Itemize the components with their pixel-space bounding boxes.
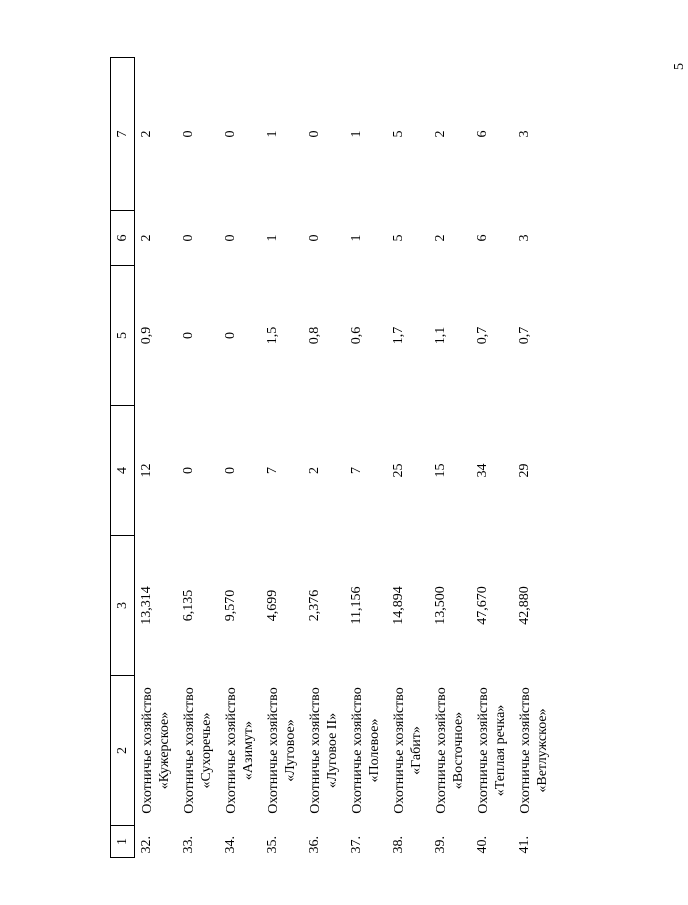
farm-name-line1: Охотничье хозяйство — [350, 687, 365, 814]
cell-col3: 13,500 — [433, 586, 448, 625]
column-header-1: 1 — [111, 826, 135, 858]
rotated-table-container — [110, 58, 550, 858]
table-row — [429, 58, 471, 858]
column-header-3: 3 — [111, 536, 135, 676]
table-row — [345, 58, 387, 858]
farm-name-line1: Охотничье хозяйство — [518, 687, 533, 814]
farm-name — [135, 676, 178, 826]
farm-name-line1: Охотничье хозяйство — [392, 687, 407, 814]
farm-name-line1: Охотничье хозяйство — [224, 687, 239, 814]
cell-col5: 0,7 — [517, 326, 532, 345]
farm-name — [177, 676, 219, 826]
farm-name-line2: «Восточное» — [451, 711, 466, 790]
cell-col7: 0 — [223, 130, 238, 138]
farm-name-line2: «Сухоречье» — [199, 712, 214, 789]
farm-name — [513, 676, 555, 826]
cell-col7: 2 — [139, 130, 154, 138]
cell-col4: 2 — [307, 467, 322, 474]
row-number: 40. — [475, 836, 490, 854]
farm-name — [303, 676, 345, 826]
cell-col5: 1,5 — [265, 326, 280, 345]
farm-name-line1: Охотничье хозяйство — [434, 687, 449, 814]
farm-name — [429, 676, 471, 826]
cell-col7: 6 — [475, 130, 490, 138]
cell-col5: 0 — [223, 332, 238, 339]
cell-col3: 11,156 — [349, 586, 364, 625]
farm-name — [471, 676, 513, 826]
column-header-6: 6 — [111, 211, 135, 266]
cell-col7: 5 — [391, 130, 406, 138]
cell-col7: 1 — [349, 130, 364, 138]
table-row — [135, 58, 178, 858]
cell-col4: 29 — [517, 463, 532, 478]
cell-col6: 5 — [391, 234, 406, 242]
cell-col6: 2 — [433, 234, 448, 242]
cell-col3: 42,880 — [517, 586, 532, 625]
row-number: 36. — [307, 836, 322, 854]
cell-col3: 4,699 — [265, 589, 280, 622]
cell-col4: 0 — [181, 467, 196, 474]
farm-name-line2: «Ветлужское» — [535, 708, 550, 793]
cell-col7: 3 — [517, 130, 532, 138]
row-number: 38. — [391, 836, 406, 854]
cell-col7: 2 — [433, 130, 448, 138]
cell-col3: 14,894 — [391, 586, 406, 625]
cell-col6: 1 — [265, 234, 280, 242]
cell-col3: 6,135 — [181, 589, 196, 622]
column-header-4: 4 — [111, 406, 135, 536]
cell-col5: 0,6 — [349, 326, 364, 345]
cell-col4: 0 — [223, 467, 238, 474]
cell-col7: 0 — [181, 130, 196, 138]
cell-col4: 34 — [475, 463, 490, 478]
row-number: 32. — [139, 836, 154, 854]
table-row — [303, 58, 345, 858]
cell-col6: 0 — [181, 234, 196, 242]
cell-col3: 2,376 — [307, 589, 322, 622]
cell-col5: 1,7 — [391, 326, 406, 345]
farm-name-line1: Охотничье хозяйство — [308, 687, 323, 814]
farm-name-line1: Охотничье хозяйство — [476, 687, 491, 814]
cell-col6: 0 — [307, 234, 322, 242]
cell-col3: 9,570 — [223, 589, 238, 622]
table-row — [387, 58, 429, 858]
farm-name-line2: «Азимут» — [241, 720, 256, 781]
row-number: 37. — [349, 836, 364, 854]
cell-col3: 47,670 — [475, 586, 490, 625]
hunting-farms-table — [110, 57, 555, 858]
cell-col5: 0,7 — [475, 326, 490, 345]
farm-name-line2: «Кужерское» — [157, 711, 172, 790]
cell-col4: 12 — [139, 463, 154, 478]
farm-name — [345, 676, 387, 826]
row-number: 33. — [181, 836, 196, 854]
cell-col3: 13,314 — [139, 586, 154, 625]
cell-col6: 3 — [517, 234, 532, 242]
table-row — [471, 58, 513, 858]
farm-name-line2: «Габит» — [409, 726, 424, 775]
page-number: 5 — [672, 63, 687, 70]
farm-name-line1: Охотничье хозяйство — [182, 687, 197, 814]
cell-col5: 0 — [181, 332, 196, 339]
cell-col7: 0 — [307, 130, 322, 138]
cell-col7: 1 — [265, 130, 280, 138]
cell-col6: 0 — [223, 234, 238, 242]
cell-col4: 7 — [349, 467, 364, 474]
table-row — [219, 58, 261, 858]
farm-name-line1: Охотничье хозяйство — [266, 687, 281, 814]
farm-name — [219, 676, 261, 826]
row-number: 35. — [265, 836, 280, 854]
cell-col4: 15 — [433, 463, 448, 478]
cell-col6: 2 — [139, 234, 154, 242]
farm-name-line2: «Теплая речка» — [493, 704, 508, 797]
farm-name-line2: «Полевое» — [367, 718, 382, 783]
table-row — [261, 58, 303, 858]
farm-name — [387, 676, 429, 826]
column-header-5: 5 — [111, 266, 135, 406]
farm-name-line2: «Луговое II» — [325, 712, 340, 789]
farm-name-line1: Охотничье хозяйство — [140, 687, 155, 814]
table-row — [513, 58, 555, 858]
column-header-7: 7 — [111, 58, 135, 211]
cell-col5: 0,8 — [307, 326, 322, 345]
cell-col6: 1 — [349, 234, 364, 242]
row-number: 41. — [517, 836, 532, 854]
cell-col6: 6 — [475, 234, 490, 242]
row-number: 39. — [433, 836, 448, 854]
farm-name-line2: «Луговое» — [283, 719, 298, 782]
row-number: 34. — [223, 836, 238, 854]
cell-col4: 7 — [265, 467, 280, 474]
column-header-2: 2 — [111, 676, 135, 826]
cell-col5: 0,9 — [139, 326, 154, 345]
farm-name — [261, 676, 303, 826]
cell-col5: 1,1 — [433, 326, 448, 345]
table-header-row — [111, 58, 135, 858]
cell-col4: 25 — [391, 463, 406, 478]
table-row — [177, 58, 219, 858]
